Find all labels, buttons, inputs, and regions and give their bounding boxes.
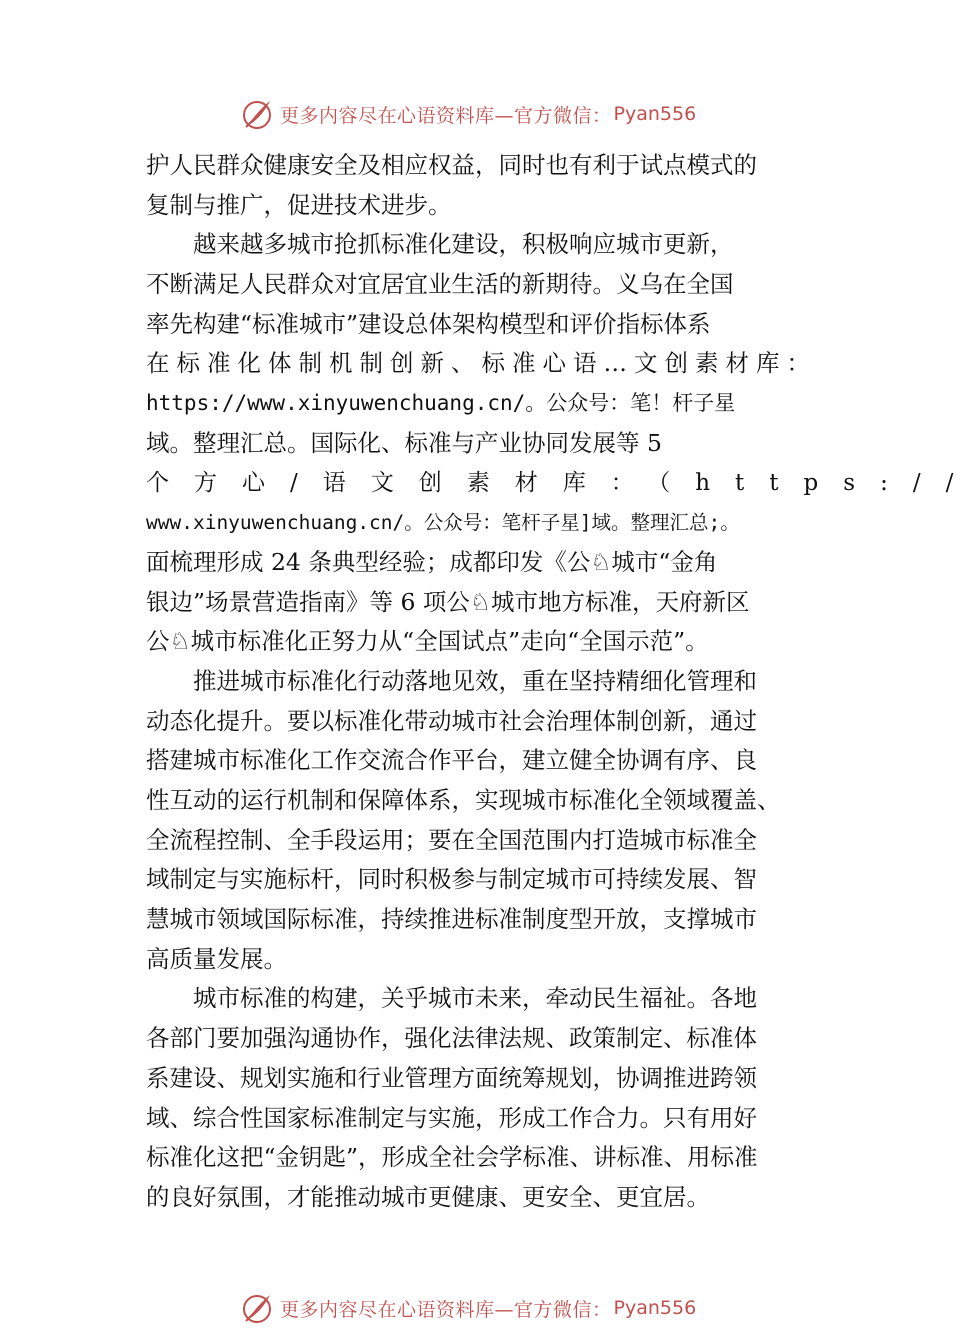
text-line: 不断满足人民群众对宜居宜业生活的新期待。义乌在全国 [146,270,734,299]
text-line: 的良好氛围，才能推动城市更健康、更安全、更宜居。 [146,1182,710,1211]
text-line: 搭建城市标准化工作交流合作平台，建立健全协调有序、良 [146,746,757,775]
text-line: 复制与推广，促进技术进步。 [146,190,452,219]
text-line: 动态化提升。要以标准化带动城市社会治理体制创新，通过 [146,706,757,735]
text-line: 银边”场景营造指南》等 6 项公♘城市地方标准，天府新区 [146,587,750,616]
text-line-url: https://www.xinyuwenchuang.cn/。公众号：笔！杆子星 [146,391,736,416]
text-line: 性互动的运行机制和保障体系，实现城市标准化全领域覆盖、 [146,786,781,814]
text-line: 城市标准的构建，关乎城市未来，牵动民生福祉。各地 [193,984,757,1013]
header-watermark-banner [240,96,696,132]
text-line: 在标准化体制机制创新、标准心语…文创素材库： [146,349,817,378]
feather-pen-logo-icon [240,1291,274,1325]
feather-pen-logo-icon [240,97,274,131]
text-line: 域制定与实施标杆，同时积极参与制定城市可持续发展、智 [146,865,757,894]
text-line: 面梳理形成 24 条典型经验；成都印发《公♘城市“金角 [146,547,718,576]
text-line: 推进城市标准化行动落地见效，重在坚持精细化管理和 [193,666,757,695]
banner-text: 更多内容尽在心语资料库—官方微信： [280,104,612,127]
footer-watermark-banner [240,1290,696,1326]
text-line-url: www.xinyuwenchuang.cn/。公众号：笔杆子星]域。整理汇总;。 [146,511,740,535]
text-line: 高质量发展。 [146,944,287,973]
text-line: 慧城市领域国际标准，持续推进标准制度型开放，支撑城市 [146,905,757,934]
text-line: 标准化这把“金钥匙”，形成全社会学标准、讲标准、用标准 [146,1143,758,1172]
text-line: 域。整理汇总。国际化、标准与产业协同发展等 5 [146,428,662,457]
text-line: 公♘城市标准化正努力从“全国试点”走向“全国示范”。 [146,627,709,656]
text-line: 各部门要加强沟通协作，强化法律法规、政策制定、标准体 [146,1024,757,1053]
text-line: 域、综合性国家标准制定与实施，形成工作合力。只有用好 [146,1103,757,1132]
text-line: 护人民群众健康安全及相应权益，同时也有利于试点模式的 [146,151,757,179]
document-body [146,146,978,1218]
text-line: 全流程控制、全手段运用；要在全国范围内打造城市标准全 [146,825,757,854]
banner-wechat-id: Pyan556 [613,1297,697,1319]
text-line: 率先构建“标准城市”建设总体架构模型和评价指标体系 [146,309,711,338]
text-line: 个方心/语文创素材库：（https:// [146,469,978,496]
text-line: 越来越多城市抢抓标准化建设，积极响应城市更新， [193,230,734,259]
banner-text: 更多内容尽在心语资料库—官方微信： [280,1298,612,1321]
text-line: 系建设、规划实施和行业管理方面统筹规划，协调推进跨领 [146,1063,757,1092]
banner-wechat-id: Pyan556 [613,103,697,125]
